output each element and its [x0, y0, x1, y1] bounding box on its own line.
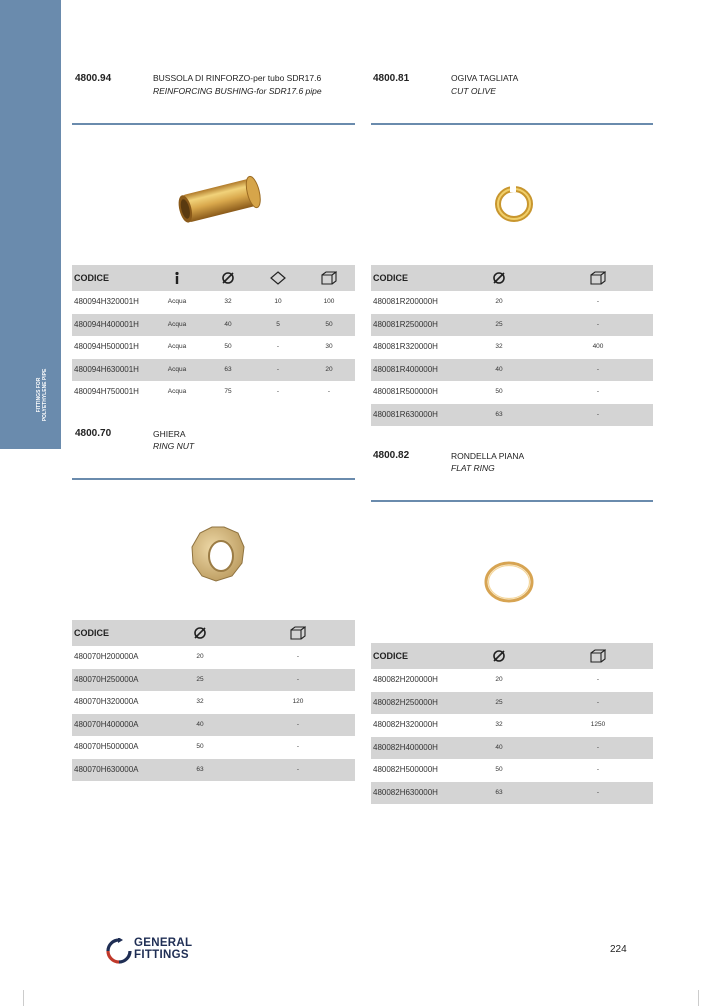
product-table-4800-94: [72, 265, 355, 404]
table-row: [72, 714, 355, 737]
product-photo-reinforcing-bushing: [108, 128, 318, 262]
brand-name-line1: GENERAL: [134, 937, 193, 949]
table-cell: 63: [196, 765, 204, 773]
cell-product-code: 480082H630000H: [373, 787, 438, 797]
cell-product-code: 480094H320001H: [74, 297, 139, 306]
product-name-en: REINFORCING BUSHING-for SDR17.6 pipe: [153, 86, 322, 96]
product-name-en: CUT OLIVE: [451, 86, 496, 96]
table-cell: 400: [592, 343, 604, 350]
table-cell: -: [596, 388, 600, 395]
table-cell: 25: [495, 698, 503, 706]
table-row: [371, 669, 653, 692]
product-photo-flat-ring: [406, 506, 616, 640]
sidebar-label-line2: POLYETHYLENE PIPE: [42, 368, 48, 422]
section-rule: [72, 123, 355, 125]
cell-product-code: 480081R400000H: [373, 364, 438, 374]
table-cell: 40: [495, 743, 503, 751]
table-cell: 50: [325, 320, 333, 328]
cell-product-code: 480082H250000H: [373, 697, 438, 707]
inner-pack-icon: [270, 271, 286, 290]
table-cell: 20: [325, 365, 333, 373]
table-cell: -: [596, 410, 600, 418]
table-cell: 50: [495, 388, 503, 395]
column-header-codice: CODICE: [373, 273, 409, 283]
table-cell: 75: [224, 388, 232, 395]
product-code-4800-81: 4800.81: [373, 73, 410, 84]
cell-product-code: 480081R500000H: [373, 387, 438, 396]
column-header-codice: CODICE: [74, 628, 110, 638]
product-code-4800-94: 4800.94: [75, 73, 112, 84]
brand-name: [134, 938, 192, 961]
sidebar-band: [0, 0, 61, 449]
table-row: [371, 381, 653, 404]
table-header: [371, 643, 653, 669]
table-cell: Acqua: [167, 343, 187, 350]
table-row: [371, 336, 653, 359]
table-cell: 63: [495, 410, 503, 418]
table-cell: -: [296, 720, 300, 728]
table-cell: -: [596, 320, 600, 328]
cell-product-code: 480094H400001H: [74, 319, 139, 329]
table-row: [72, 291, 355, 314]
box-icon: [590, 271, 606, 290]
section-rule: [371, 500, 653, 502]
table-row: [371, 737, 653, 760]
table-row: [72, 646, 355, 669]
table-cell: 32: [495, 721, 503, 728]
table-row: [72, 314, 355, 337]
cell-product-code: 480082H320000H: [373, 720, 438, 729]
table-cell: 40: [495, 365, 503, 373]
column-header-codice: CODICE: [74, 273, 110, 283]
table-cell: -: [296, 653, 300, 660]
table-header: [72, 620, 355, 646]
product-photo-cut-olive: [406, 128, 616, 262]
table-cell: 20: [495, 298, 503, 305]
table-row: [371, 404, 653, 427]
column-header-codice: CODICE: [373, 651, 409, 661]
table-cell: 32: [495, 343, 503, 350]
table-cell: 50: [196, 743, 204, 750]
box-icon: [290, 626, 306, 645]
product-code-4800-82: 4800.82: [373, 450, 410, 461]
table-cell: -: [296, 743, 300, 750]
table-row: [72, 759, 355, 782]
product-photo-ring-nut: [108, 484, 318, 618]
table-cell: 63: [495, 788, 503, 796]
cell-product-code: 480070H250000A: [74, 674, 139, 684]
table-row: [371, 759, 653, 782]
table-row: [72, 736, 355, 759]
table-cell: 20: [495, 676, 503, 683]
table-row: [371, 782, 653, 805]
cell-product-code: 480081R320000H: [373, 342, 438, 351]
brand-name-line2: FITTINGS: [134, 948, 189, 961]
product-table-4800-81: [371, 265, 653, 426]
table-row: [72, 691, 355, 714]
cell-product-code: 480082H400000H: [373, 742, 438, 752]
table-cell: -: [296, 765, 300, 773]
table-cell: -: [596, 365, 600, 373]
table-cell: Acqua: [167, 365, 187, 373]
crop-mark: [23, 990, 24, 1006]
table-cell: -: [276, 365, 280, 373]
table-cell: -: [596, 698, 600, 706]
table-cell: 32: [224, 298, 232, 305]
table-row: [371, 714, 653, 737]
table-cell: 50: [224, 343, 232, 350]
table-row: [371, 314, 653, 337]
table-row: [371, 359, 653, 382]
table-cell: 100: [323, 298, 335, 305]
cell-product-code: 480094H500001H: [74, 342, 139, 351]
table-row: [371, 692, 653, 715]
table-cell: Acqua: [167, 388, 187, 395]
product-name-it: GHIERA: [153, 429, 186, 439]
table-cell: 20: [196, 653, 204, 660]
box-icon: [321, 271, 337, 290]
diameter-icon: [193, 626, 207, 645]
page-number: 224: [610, 944, 627, 955]
table-cell: Acqua: [167, 320, 187, 328]
table-header: [371, 265, 653, 291]
table-cell: 30: [325, 343, 333, 350]
cell-product-code: 480094H630001H: [74, 364, 139, 374]
table-row: [72, 336, 355, 359]
table-cell: -: [296, 675, 300, 683]
table-cell: Acqua: [167, 298, 187, 305]
sidebar-category-label: [36, 369, 48, 422]
cell-product-code: 480094H750001H: [74, 387, 139, 396]
cell-product-code: 480070H200000A: [74, 652, 139, 661]
table-cell: 63: [224, 365, 232, 373]
crop-mark: [698, 990, 699, 1006]
table-cell: -: [276, 388, 280, 395]
table-cell: -: [596, 788, 600, 796]
brand-mark-icon: [106, 938, 132, 969]
section-rule: [371, 123, 653, 125]
section-rule: [72, 478, 355, 480]
table-cell: -: [596, 766, 600, 773]
table-cell: 40: [224, 320, 232, 328]
diameter-icon: [221, 271, 235, 290]
product-code-4800-70: 4800.70: [75, 428, 112, 439]
table-cell: 32: [196, 698, 204, 705]
table-row: [72, 381, 355, 404]
table-row: [72, 669, 355, 692]
box-icon: [590, 649, 606, 668]
product-table-4800-70: [72, 620, 355, 781]
diameter-icon: [492, 649, 506, 668]
sidebar-label-line1: FITTINGS FOR: [36, 377, 42, 413]
product-name-it: OGIVA TAGLIATA: [451, 73, 519, 83]
cell-product-code: 480070H630000A: [74, 764, 139, 774]
table-header: [72, 265, 355, 291]
cell-product-code: 480070H400000A: [74, 719, 139, 729]
table-row: [371, 291, 653, 314]
cell-product-code: 480070H500000A: [74, 742, 139, 751]
table-cell: -: [327, 388, 331, 395]
table-cell: 50: [495, 766, 503, 773]
cell-product-code: 480082H500000H: [373, 765, 438, 774]
product-table-4800-82: [371, 643, 653, 804]
table-cell: -: [596, 676, 600, 683]
table-cell: -: [596, 298, 600, 305]
cell-product-code: 480070H320000A: [74, 697, 139, 706]
table-cell: 25: [196, 675, 204, 683]
table-row: [72, 359, 355, 382]
table-cell: -: [596, 743, 600, 751]
table-cell: 120: [292, 698, 304, 705]
table-cell: -: [276, 343, 280, 350]
info-icon: [172, 271, 182, 290]
table-cell: 10: [274, 298, 282, 305]
product-name-en: FLAT RING: [451, 463, 495, 473]
table-cell: 40: [196, 720, 204, 728]
cell-product-code: 480081R250000H: [373, 319, 438, 329]
table-cell: 1250: [590, 721, 606, 728]
product-name-en: RING NUT: [153, 441, 195, 451]
cell-product-code: 480081R630000H: [373, 409, 438, 419]
cell-product-code: 480081R200000H: [373, 297, 438, 306]
table-cell: 25: [495, 320, 503, 328]
diameter-icon: [492, 271, 506, 290]
table-cell: 5: [276, 320, 280, 328]
product-name-it: RONDELLA PIANA: [451, 451, 525, 461]
product-name-it: BUSSOLA DI RINFORZO-per tubo SDR17.6: [153, 73, 322, 83]
cell-product-code: 480082H200000H: [373, 675, 438, 684]
